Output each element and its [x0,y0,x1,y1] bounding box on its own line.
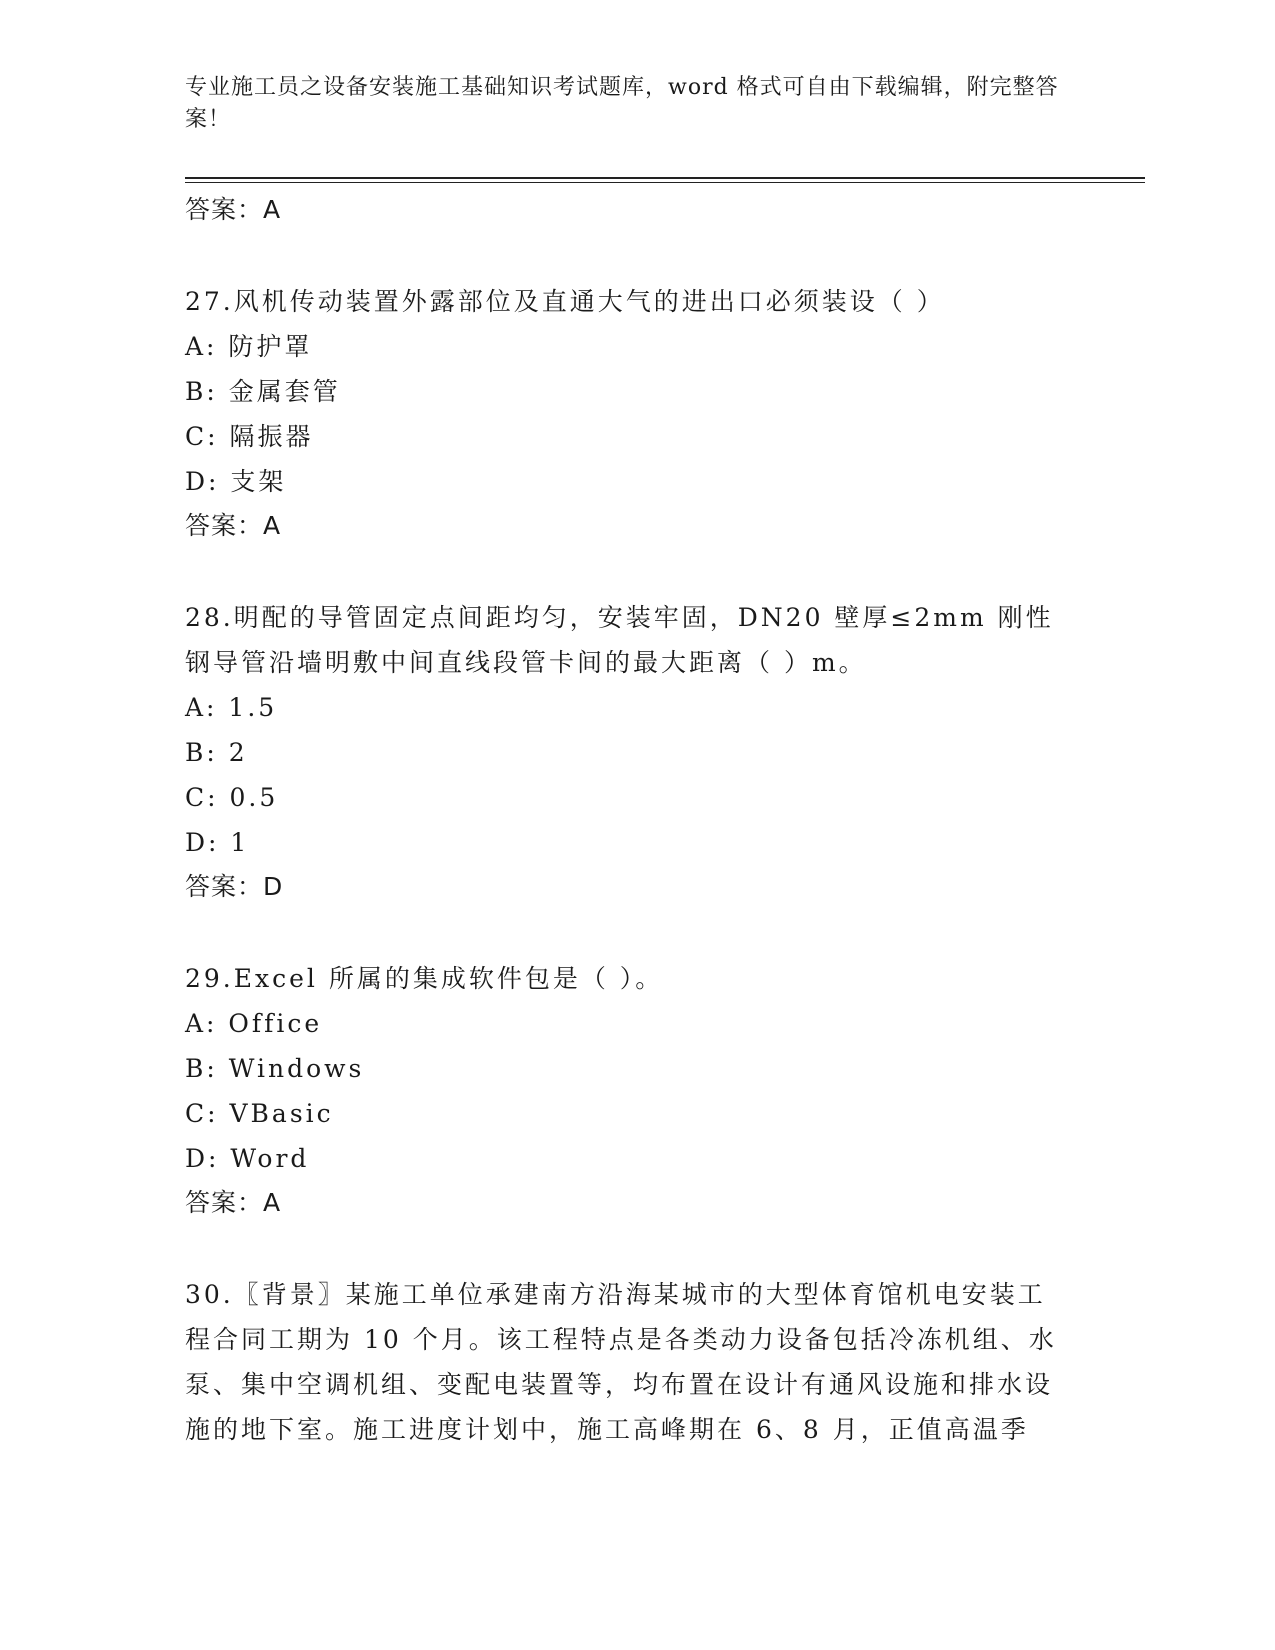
option-b: B: 2 [185,738,248,767]
question-block [185,279,1065,548]
option-d: D: 1 [185,828,250,857]
answer-line: 答案：A [185,1188,282,1217]
answer-line: 答案：A [185,511,282,540]
option-b: B: 金属套管 [185,377,341,406]
option-a: A: Office [185,1009,323,1038]
header-divider [185,177,1145,179]
option-d: D: 支架 [185,467,287,496]
header-divider-thin [185,182,1145,183]
option-d: D: Word [185,1144,310,1173]
question-text: 30.〖背景〗某施工单位承建南方沿海某城市的大型体育馆机电安装工程合同工期为 10 个月。该工程特点是各类动力设备包括冷冻机组、水泵、集中空调机组、变配电装置等，均布置在设计有通风设施和排水设施的地下室。施工进度计划中，施工高峰期在 6、8 月，正值高温季 [185,1280,1057,1444]
question-block [185,595,1065,909]
answer-line: 答案：D [185,872,284,901]
question-block [185,1272,1065,1452]
option-c: C: VBasic [185,1099,334,1128]
option-a: A: 1.5 [185,693,278,722]
question-text: 29.Excel 所属的集成软件包是（ ）。 [185,964,664,993]
option-b: B: Windows [185,1054,365,1083]
question-list [185,188,1065,1452]
option-c: C: 0.5 [185,783,279,812]
answer-line: 答案：A [185,195,282,224]
option-a: A: 防护罩 [185,332,313,361]
option-c: C: 隔振器 [185,422,314,451]
question-text: 28.明配的导管固定点间距均匀，安装牢固，DN20 壁厚≤2mm 刚性钢导管沿墙明敷中间直线段管卡间的最大距离（ ）m。 [185,603,1054,677]
question-text: 27.风机传动装置外露部位及直通大气的进出口必须装设（ ） [185,287,945,316]
document-header: 专业施工员之设备安装施工基础知识考试题库，word 格式可自由下载编辑，附完整答案！ [185,75,1059,132]
question-block [185,956,1065,1225]
